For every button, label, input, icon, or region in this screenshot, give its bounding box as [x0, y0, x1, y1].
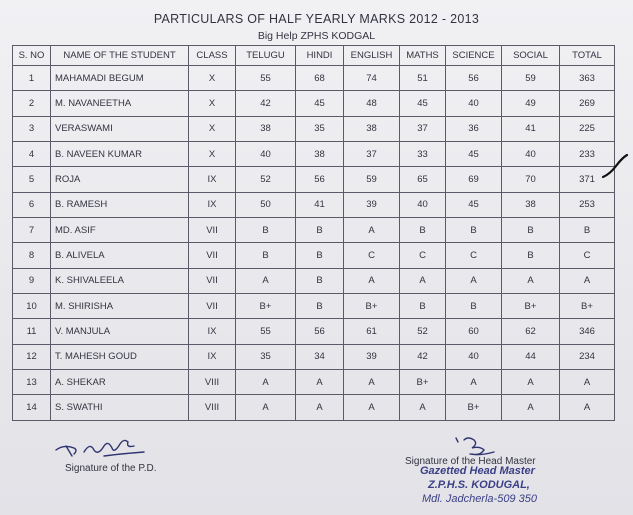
cell-total: 269 [560, 91, 615, 116]
marks-table [12, 45, 615, 421]
cell-hindi: B [296, 218, 344, 243]
cell-total: B+ [560, 294, 615, 319]
cell-social: 70 [502, 167, 560, 192]
cell-sno: 9 [13, 268, 51, 293]
cell-telugu: A [236, 268, 296, 293]
cell-hindi: 68 [296, 66, 344, 91]
cell-maths: 51 [400, 66, 446, 91]
cell-social: A [502, 370, 560, 395]
cell-class: IX [189, 167, 236, 192]
cell-sno: 7 [13, 218, 51, 243]
cell-maths: 45 [400, 91, 446, 116]
cell-class: VII [189, 243, 236, 268]
table-row [13, 91, 615, 116]
cell-english: 38 [344, 116, 400, 141]
cell-telugu: 38 [236, 116, 296, 141]
cell-hindi: 41 [296, 192, 344, 217]
stamp-line-2: Z.P.H.S. KODUGAL, [428, 479, 530, 491]
cell-telugu: 42 [236, 91, 296, 116]
pd-signature-label: Signature of the P.D. [65, 463, 157, 474]
table-row [13, 192, 615, 217]
cell-hindi: 56 [296, 319, 344, 344]
cell-science: 40 [446, 344, 502, 369]
cell-english: 39 [344, 344, 400, 369]
cell-total: 225 [560, 116, 615, 141]
cell-hindi: 38 [296, 142, 344, 167]
cell-total: 371 [560, 167, 615, 192]
cell-telugu: 52 [236, 167, 296, 192]
cell-class: VIII [189, 370, 236, 395]
header-science: SCIENCE [446, 46, 502, 66]
cell-science: B [446, 294, 502, 319]
cell-maths: 65 [400, 167, 446, 192]
headmaster-signature-icon [450, 434, 502, 458]
cell-english: 39 [344, 192, 400, 217]
header-telugu: TELUGU [236, 46, 296, 66]
cell-telugu: B+ [236, 294, 296, 319]
table-row [13, 268, 615, 293]
cell-social: 62 [502, 319, 560, 344]
cell-telugu: 55 [236, 319, 296, 344]
header-english: ENGLISH [344, 46, 400, 66]
table-row [13, 167, 615, 192]
cell-sno: 3 [13, 116, 51, 141]
cell-science: 36 [446, 116, 502, 141]
cell-sno: 1 [13, 66, 51, 91]
cell-social: 49 [502, 91, 560, 116]
table-row [13, 243, 615, 268]
cell-name: K. SHIVALEELA [51, 268, 189, 293]
cell-name: B. NAVEEN KUMAR [51, 142, 189, 167]
cell-name: MAHAMADI BEGUM [51, 66, 189, 91]
cell-english: A [344, 395, 400, 421]
cell-name: B. RAMESH [51, 192, 189, 217]
cell-science: 56 [446, 66, 502, 91]
cell-class: VII [189, 268, 236, 293]
cell-name: VERASWAMI [51, 116, 189, 141]
header-hindi: HINDI [296, 46, 344, 66]
cell-english: B+ [344, 294, 400, 319]
cell-sno: 4 [13, 142, 51, 167]
cell-class: X [189, 66, 236, 91]
cell-sno: 8 [13, 243, 51, 268]
cell-telugu: 35 [236, 344, 296, 369]
cell-maths: 33 [400, 142, 446, 167]
cell-science: 40 [446, 91, 502, 116]
cell-maths: A [400, 268, 446, 293]
cell-sno: 14 [13, 395, 51, 421]
cell-maths: C [400, 243, 446, 268]
cell-social: B+ [502, 294, 560, 319]
cell-maths: B [400, 218, 446, 243]
cell-science: A [446, 370, 502, 395]
cell-telugu: B [236, 218, 296, 243]
cell-maths: B+ [400, 370, 446, 395]
cell-english: A [344, 218, 400, 243]
table-row [13, 116, 615, 141]
cell-social: 41 [502, 116, 560, 141]
cell-english: 74 [344, 66, 400, 91]
cell-social: B [502, 218, 560, 243]
cell-class: VIII [189, 395, 236, 421]
cell-science: 45 [446, 192, 502, 217]
cell-class: VII [189, 294, 236, 319]
cell-sno: 13 [13, 370, 51, 395]
cell-english: 61 [344, 319, 400, 344]
cell-science: 45 [446, 142, 502, 167]
cell-total: A [560, 395, 615, 421]
cell-hindi: 56 [296, 167, 344, 192]
cell-hindi: 45 [296, 91, 344, 116]
cell-social: 38 [502, 192, 560, 217]
cell-science: A [446, 268, 502, 293]
cell-class: X [189, 116, 236, 141]
cell-name: M. SHIRISHA [51, 294, 189, 319]
cell-telugu: B [236, 243, 296, 268]
cell-english: 37 [344, 142, 400, 167]
cell-english: C [344, 243, 400, 268]
cell-name: V. MANJULA [51, 319, 189, 344]
pd-signature-icon [44, 430, 164, 464]
cell-name: S. SWATHI [51, 395, 189, 421]
cell-maths: 42 [400, 344, 446, 369]
cell-social: 40 [502, 142, 560, 167]
table-row [13, 370, 615, 395]
header-name: NAME OF THE STUDENT [51, 46, 189, 66]
cell-total: 363 [560, 66, 615, 91]
cell-hindi: 35 [296, 116, 344, 141]
cell-class: X [189, 91, 236, 116]
table-row [13, 319, 615, 344]
cell-sno: 5 [13, 167, 51, 192]
cell-science: B+ [446, 395, 502, 421]
table-row [13, 66, 615, 91]
cell-social: A [502, 268, 560, 293]
cell-telugu: 55 [236, 66, 296, 91]
cell-hindi: B [296, 294, 344, 319]
cell-class: IX [189, 344, 236, 369]
cell-class: IX [189, 319, 236, 344]
document-title: PARTICULARS OF HALF YEARLY MARKS 2012 - 2013 [153, 12, 480, 26]
cell-maths: 37 [400, 116, 446, 141]
document-subtitle: Big Help ZPHS KODGAL [257, 30, 376, 42]
cell-english: 59 [344, 167, 400, 192]
cell-telugu: 40 [236, 142, 296, 167]
table-row [13, 344, 615, 369]
cell-sno: 12 [13, 344, 51, 369]
header-row [13, 46, 615, 66]
cell-english: A [344, 268, 400, 293]
table-row [13, 142, 615, 167]
cell-name: ROJA [51, 167, 189, 192]
header-sno: S. NO [13, 46, 51, 66]
cell-maths: 40 [400, 192, 446, 217]
cell-total: A [560, 268, 615, 293]
cell-sno: 6 [13, 192, 51, 217]
cell-name: A. SHEKAR [51, 370, 189, 395]
school-stamp [412, 464, 572, 506]
cell-science: B [446, 218, 502, 243]
cell-total: 233 [560, 142, 615, 167]
header-total: TOTAL [560, 46, 615, 66]
cell-social: A [502, 395, 560, 421]
cell-english: 48 [344, 91, 400, 116]
cell-science: C [446, 243, 502, 268]
cell-social: 44 [502, 344, 560, 369]
cell-class: X [189, 142, 236, 167]
tick-mark-icon [600, 152, 630, 182]
table-row [13, 294, 615, 319]
cell-maths: 52 [400, 319, 446, 344]
cell-name: M. NAVANEETHA [51, 91, 189, 116]
table-row [13, 218, 615, 243]
cell-maths: A [400, 395, 446, 421]
cell-hindi: A [296, 395, 344, 421]
stamp-line-3: Mdl. Jadcherla-509 350 [422, 493, 537, 505]
cell-sno: 2 [13, 91, 51, 116]
cell-science: 69 [446, 167, 502, 192]
stamp-line-1: Gazetted Head Master [420, 465, 535, 477]
cell-hindi: B [296, 268, 344, 293]
cell-hindi: 34 [296, 344, 344, 369]
cell-social: B [502, 243, 560, 268]
cell-class: IX [189, 192, 236, 217]
cell-hindi: B [296, 243, 344, 268]
cell-name: B. ALIVELA [51, 243, 189, 268]
cell-total: B [560, 218, 615, 243]
cell-total: 234 [560, 344, 615, 369]
cell-total: 253 [560, 192, 615, 217]
header-class: CLASS [189, 46, 236, 66]
cell-telugu: 50 [236, 192, 296, 217]
cell-maths: B [400, 294, 446, 319]
cell-english: A [344, 370, 400, 395]
cell-name: T. MAHESH GOUD [51, 344, 189, 369]
headmaster-signature-label: Signature of the Head Master [405, 456, 536, 467]
cell-social: 59 [502, 66, 560, 91]
table-row [13, 395, 615, 421]
cell-total: A [560, 370, 615, 395]
cell-sno: 10 [13, 294, 51, 319]
cell-sno: 11 [13, 319, 51, 344]
cell-total: 346 [560, 319, 615, 344]
cell-hindi: A [296, 370, 344, 395]
cell-class: VII [189, 218, 236, 243]
header-maths: MATHS [400, 46, 446, 66]
cell-telugu: A [236, 370, 296, 395]
cell-name: MD. ASIF [51, 218, 189, 243]
header-social: SOCIAL [502, 46, 560, 66]
cell-science: 60 [446, 319, 502, 344]
marks-table-body [13, 66, 615, 421]
cell-telugu: A [236, 395, 296, 421]
cell-total: C [560, 243, 615, 268]
